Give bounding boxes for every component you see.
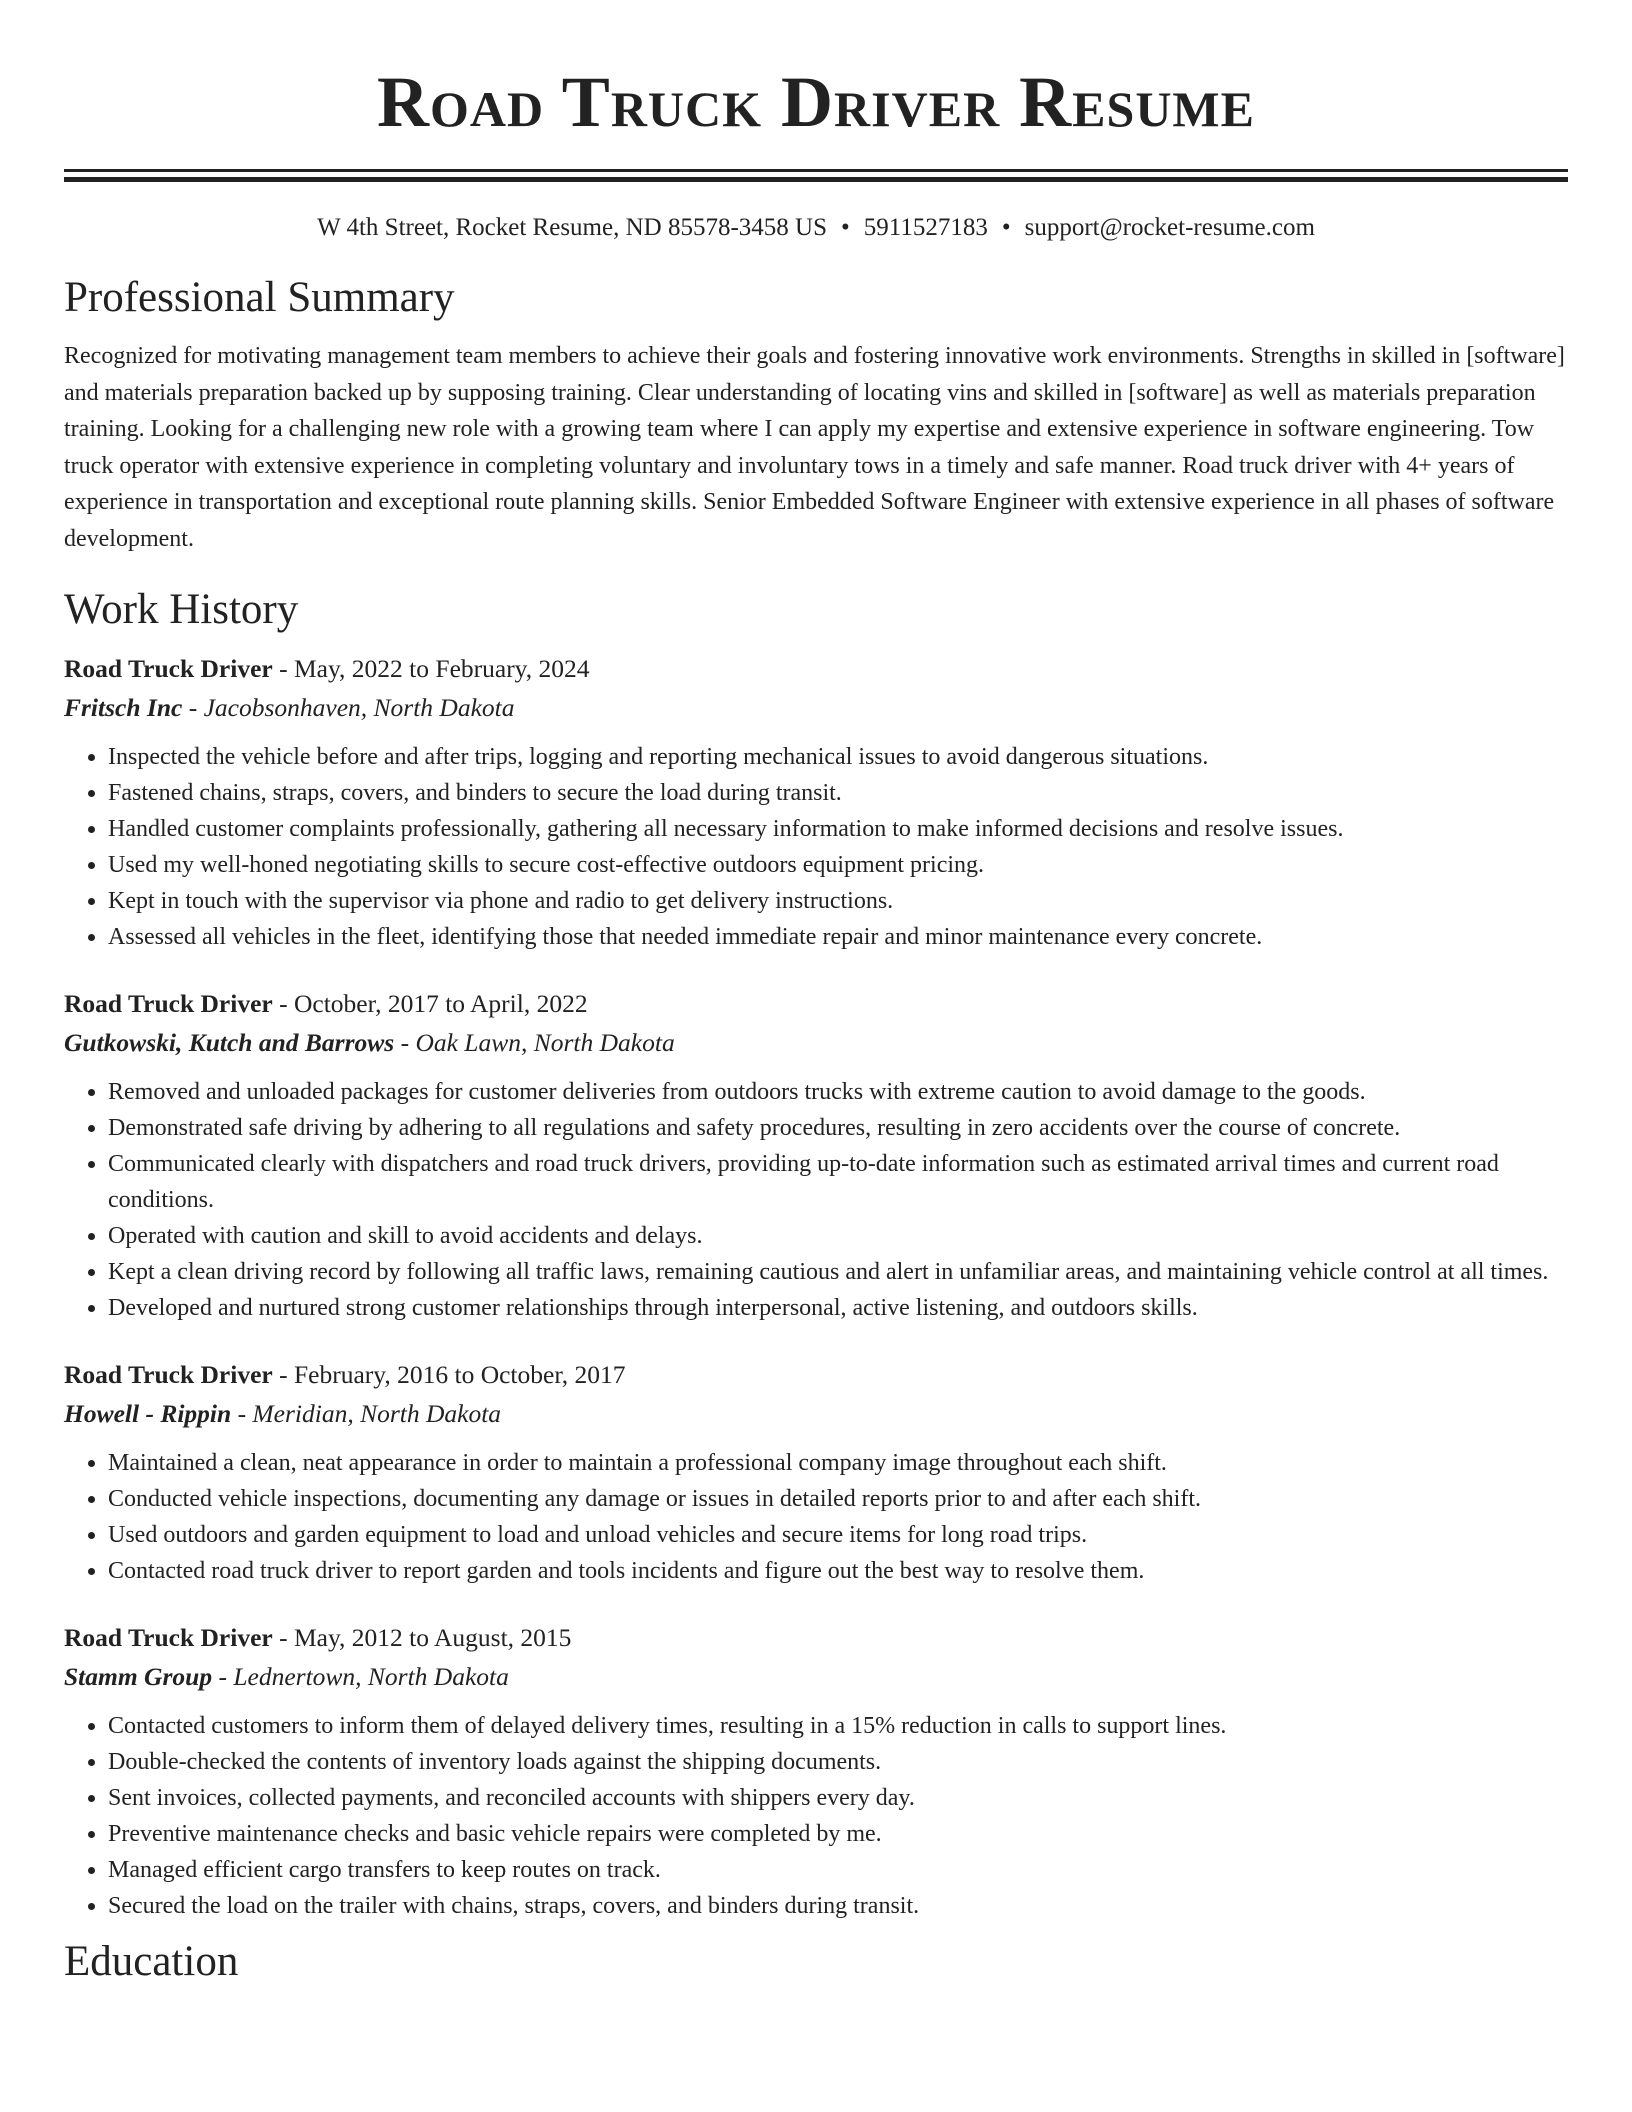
company-name: Stamm Group xyxy=(64,1661,213,1691)
contact-address: W 4th Street, Rocket Resume, ND 85578-3458 US xyxy=(317,214,827,241)
job-entry xyxy=(64,1619,1568,1924)
contact-separator: • xyxy=(841,214,850,241)
contact-email: support@rocket-resume.com xyxy=(1024,214,1315,241)
list-item: • Removed and unloaded packages for customer deliveries from outdoors trucks with extreme caution to avoid damage to the goods. xyxy=(108,1074,1568,1110)
contact-phone: 5911527183 xyxy=(863,214,988,241)
job-title: Road Truck Driver xyxy=(64,1622,273,1652)
job-title: Road Truck Driver xyxy=(64,1359,273,1389)
title-divider-thin xyxy=(64,169,1568,172)
company-location: - Meridian, North Dakota xyxy=(231,1398,502,1428)
job-dates: - October, 2017 to April, 2022 xyxy=(272,988,588,1018)
job-entry xyxy=(64,650,1568,955)
title-divider-thick xyxy=(64,177,1568,182)
list-item: • Kept in touch with the supervisor via phone and radio to get delivery instructions. xyxy=(108,883,1568,919)
job-dates: - February, 2016 to October, 2017 xyxy=(272,1359,626,1389)
work-history-heading: Work History xyxy=(64,585,299,633)
company-name: Howell - Rippin xyxy=(64,1398,232,1428)
list-item: • Assessed all vehicles in the fleet, identifying those that needed immediate repair and minor maintenance every concrete. xyxy=(108,919,1568,955)
job-bullets xyxy=(64,1708,1568,1924)
resume-title: Road Truck Driver Resume xyxy=(377,62,1255,142)
company-line xyxy=(64,1023,1568,1062)
job-title: Road Truck Driver xyxy=(64,653,273,683)
job-dates: - May, 2012 to August, 2015 xyxy=(272,1622,572,1652)
list-item: • Maintained a clean, neat appearance in order to maintain a professional company image throughout each shift. xyxy=(108,1445,1568,1481)
list-item: • Demonstrated safe driving by adhering to all regulations and safety procedures, resulting in zero accidents over the course of concrete. xyxy=(108,1110,1568,1146)
list-item: • Double-checked the contents of inventory loads against the shipping documents. xyxy=(108,1744,1568,1780)
list-item: • Inspected the vehicle before and after trips, logging and reporting mechanical issues to avoid dangerous situations. xyxy=(108,739,1568,775)
job-bullets xyxy=(64,1074,1568,1326)
job-title-line xyxy=(64,985,1568,1023)
list-item: • Used outdoors and garden equipment to load and unload vehicles and secure items for long road trips. xyxy=(108,1517,1568,1553)
job-title-line xyxy=(64,650,1568,688)
job-dates: - May, 2022 to February, 2024 xyxy=(272,653,590,683)
list-item: • Contacted road truck driver to report garden and tools incidents and figure out the best way to resolve them. xyxy=(108,1553,1568,1589)
list-item: • Conducted vehicle inspections, documenting any damage or issues in detailed reports prior to and after each shift. xyxy=(108,1481,1568,1517)
job-title: Road Truck Driver xyxy=(64,988,273,1018)
job-bullets xyxy=(64,739,1568,955)
company-location: - Jacobsonhaven, North Dakota xyxy=(182,692,515,722)
list-item: • Operated with caution and skill to avoid accidents and delays. xyxy=(108,1218,1568,1254)
company-location: - Lednertown, North Dakota xyxy=(212,1661,509,1691)
list-item: • Preventive maintenance checks and basic vehicle repairs were completed by me. xyxy=(108,1816,1568,1852)
list-item: • Sent invoices, collected payments, and reconciled accounts with shippers every day. xyxy=(108,1780,1568,1816)
job-title-line xyxy=(64,1619,1568,1657)
summary-heading: Professional Summary xyxy=(64,274,455,321)
company-line xyxy=(64,1657,1568,1696)
company-name: Gutkowski, Kutch and Barrows xyxy=(64,1027,395,1057)
list-item: • Handled customer complaints professionally, gathering all necessary information to make informed decisions and resolve issues. xyxy=(108,811,1568,847)
job-bullets xyxy=(64,1445,1568,1589)
education-heading: Education xyxy=(64,1937,239,1985)
list-item: • Communicated clearly with dispatchers and road truck drivers, providing up-to-date information such as estimated arrival times and current road conditions. xyxy=(108,1146,1568,1218)
list-item: • Contacted customers to inform them of delayed delivery times, resulting in a 15% reduction in calls to support lines. xyxy=(108,1708,1568,1744)
company-name: Fritsch Inc xyxy=(64,692,183,722)
list-item: • Used my well-honed negotiating skills to secure cost-effective outdoors equipment pricing. xyxy=(108,847,1568,883)
summary-text: Recognized for motivating management team members to achieve their goals and fostering innovative work environments. Strengths in skilled in [software] and materials preparation backed up by supposing training. Clear understanding of locating vins and skilled in [software] as well as materials preparation training. Looking for a challenging new role with a growing team where I can apply my expertise and extensive experience in software engineering. Tow truck operator with extensive experience in completing voluntary and involuntary tows in a timely and safe manner. Road truck driver with 4+ years of experience in transportation and exceptional route planning skills. Senior Embedded Software Engineer with extensive experience in all phases of software development. xyxy=(64,343,1565,552)
company-location: - Oak Lawn, North Dakota xyxy=(394,1027,675,1057)
job-title-line xyxy=(64,1356,1568,1394)
list-item: • Kept a clean driving record by following all traffic laws, remaining cautious and alert in unfamiliar areas, and maintaining vehicle control at all times. xyxy=(108,1254,1568,1290)
job-entry xyxy=(64,985,1568,1326)
list-item: • Managed efficient cargo transfers to keep routes on track. xyxy=(108,1852,1568,1888)
list-item: • Fastened chains, straps, covers, and binders to secure the load during transit. xyxy=(108,775,1568,811)
list-item: • Secured the load on the trailer with chains, straps, covers, and binders during transit. xyxy=(108,1888,1568,1924)
company-line xyxy=(64,688,1568,727)
job-entry xyxy=(64,1356,1568,1589)
list-item: • Developed and nurtured strong customer relationships through interpersonal, active listening, and outdoors skills. xyxy=(108,1290,1568,1326)
contact-line xyxy=(64,212,1568,244)
contact-separator: • xyxy=(1001,214,1011,241)
company-line xyxy=(64,1394,1568,1433)
